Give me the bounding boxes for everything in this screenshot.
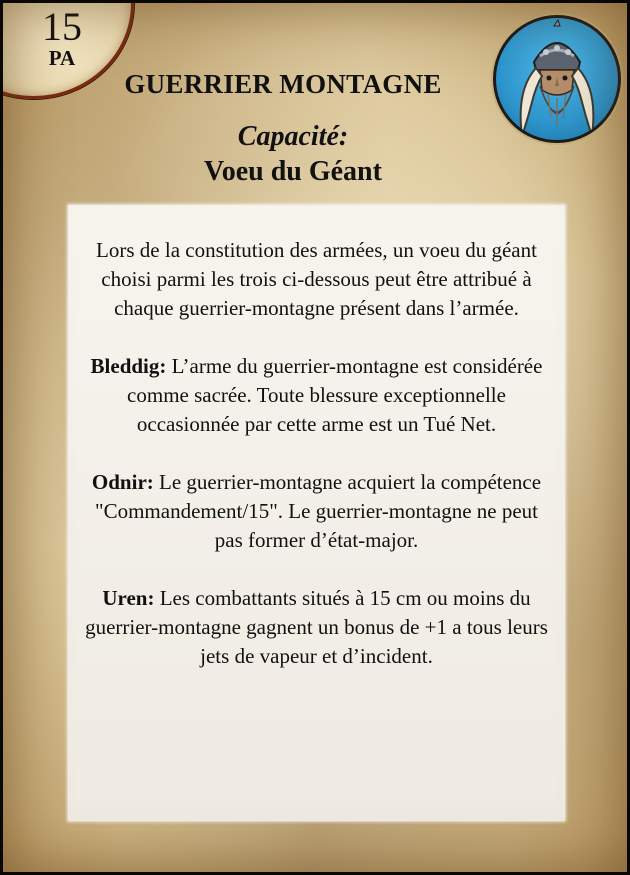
cost-unit: PA: [48, 46, 76, 70]
option-odnir-paragraph: [83, 468, 550, 555]
ability-intro-paragraph: [83, 236, 550, 323]
option-uren-text: Les combattants situés à 15 cm ou moins du guerrier-montagne gagnent un bonus de +1 a tous leurs jets de vapeur et d’incident.: [85, 586, 548, 668]
option-bleddig-text: L’arme du guerrier-montagne est considérée comme sacrée. Toute blessure exceptionnelle occasionnée par cette arme est un Tué Net.: [127, 354, 543, 436]
ability-text-panel: [69, 206, 564, 820]
option-uren-paragraph: [83, 584, 550, 671]
option-odnir-term: Odnir:: [91, 470, 154, 494]
portrait-illustration: [496, 18, 618, 140]
option-bleddig-paragraph: [83, 352, 550, 439]
mountain-warrior-portrait-icon: [493, 15, 621, 143]
ability-intro-text: Lors de la constitution des armées, un voeu du géant choisi parmi les trois ci-dessous peut être attribué à chaque guerrier-montagne présent dans l’armée.: [96, 238, 537, 320]
option-bleddig-term: Bleddig:: [90, 354, 167, 378]
cost-value: 15: [42, 4, 82, 49]
unit-title: GUERRIER MONTAGNE: [124, 69, 442, 99]
option-odnir-text: Le guerrier-montagne acquiert la compétence "Commandement/15". Le guerrier-montagne ne peut pas former d’état-major.: [95, 470, 542, 552]
option-uren-term: Uren:: [102, 586, 155, 610]
ability-kicker: Capacité:: [237, 121, 349, 152]
ability-name: Voeu du Géant: [204, 156, 382, 187]
